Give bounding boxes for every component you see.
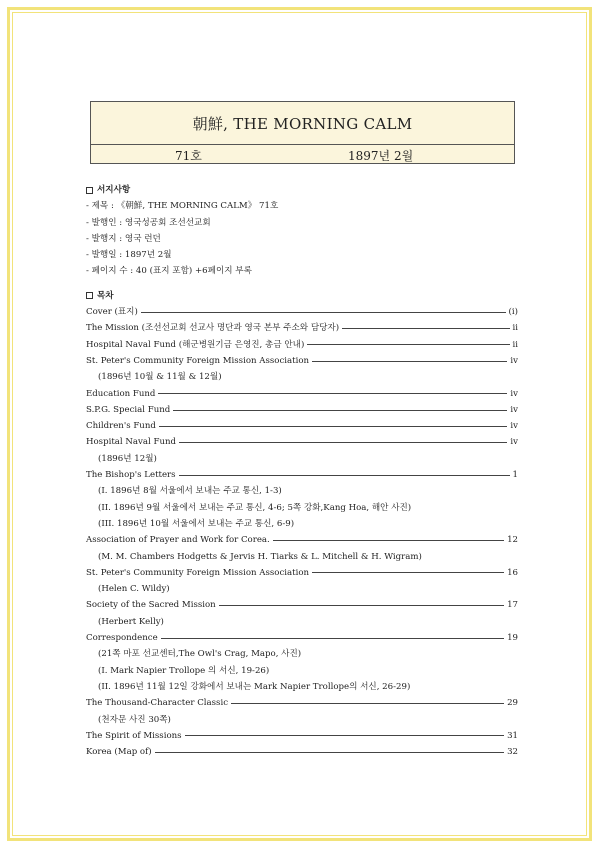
bibliography-item: - 발행인 : 영국성공회 조선선교회 xyxy=(86,217,211,228)
toc-entry-page: iv xyxy=(510,437,518,448)
toc-entry xyxy=(86,532,518,548)
toc-entry-title: Hospital Naval Fund xyxy=(86,437,177,448)
toc-entry-page: 31 xyxy=(507,730,518,741)
toc-entry-page: iv xyxy=(510,421,518,432)
checkbox-icon xyxy=(86,187,93,194)
toc-entry xyxy=(86,353,518,369)
toc-entry-title: S.P.G. Special Fund xyxy=(86,404,171,415)
toc-entry-note: (II. 1896년 9월 서울에서 보내는 주교 통신, 4-6; 5쪽 강화,Kang Hoa, 해안 사진) xyxy=(98,502,412,513)
toc-entry-title: Education Fund xyxy=(86,388,156,399)
toc-entry-note: (천자문 사진 30쪽) xyxy=(98,714,171,725)
toc-entry xyxy=(86,597,518,613)
toc-entry-page: iv xyxy=(510,404,518,415)
toc-entry xyxy=(86,418,518,434)
toc-entry-title: St. Peter's Community Foreign Mission Association xyxy=(86,355,310,366)
toc-entry-title: The Mission (조선선교회 선교사 명단과 영국 본부 주소와 담당자) xyxy=(86,323,340,334)
toc-entry-note: (I. Mark Napier Trollope 의 서신, 19-26) xyxy=(98,665,270,676)
bibliography-item: - 제목 : 《朝鮮, THE MORNING CALM》 71호 xyxy=(86,201,279,212)
toc-entry-note: (21쪽 마포 선교센터,The Owl's Crag, Mapo, 사진) xyxy=(98,649,302,660)
toc-entry-page: (i) xyxy=(508,307,518,318)
toc-entry-page: iv xyxy=(510,355,518,366)
toc-entry-note: (Helen C. Wildy) xyxy=(98,584,170,595)
toc-leader-line xyxy=(231,703,504,704)
toc-entry-title: St. Peter's Community Foreign Mission Association xyxy=(86,567,310,578)
toc-entry-page: ii xyxy=(512,339,518,350)
toc-leader-line xyxy=(141,312,506,313)
toc-entry-page: 16 xyxy=(507,567,518,578)
issue-number: 71호 xyxy=(175,149,202,163)
toc-entry-title: The Thousand-Character Classic xyxy=(86,698,229,709)
issue-row xyxy=(91,145,514,164)
toc-leader-line xyxy=(179,475,510,476)
bibliography-heading xyxy=(86,182,518,198)
bibliography-item: - 발행지 : 영국 런던 xyxy=(86,233,161,244)
toc-entry-note: (III. 1896년 10월 서울에서 보내는 주교 통신, 6-9) xyxy=(98,518,295,529)
toc-entry xyxy=(86,695,518,711)
toc-entry-note: (1896년 12월) xyxy=(98,453,157,464)
toc-entry xyxy=(86,386,518,402)
toc-entry-page: iv xyxy=(510,388,518,399)
toc-entry-page: 17 xyxy=(507,600,518,611)
toc-entry xyxy=(86,565,518,581)
toc-entry-title: Correspondence xyxy=(86,633,158,644)
toc-entry-title: Children's Fund xyxy=(86,421,156,432)
bibliography-heading-label: 서지사항 xyxy=(97,185,131,195)
toc-entry xyxy=(86,467,518,483)
toc-leader-line xyxy=(219,605,504,606)
toc-leader-line xyxy=(312,572,504,573)
toc-leader-line xyxy=(161,638,504,639)
issue-date: 1897년 2월 xyxy=(348,149,414,163)
toc-entry-title: Association of Prayer and Work for Corea. xyxy=(86,535,270,546)
toc-leader-line xyxy=(159,426,508,427)
toc-leader-line xyxy=(307,344,509,345)
toc-entry-page: 32 xyxy=(507,747,518,758)
bibliography-list xyxy=(86,198,518,279)
document-body xyxy=(86,182,518,760)
toc-entry xyxy=(86,320,518,336)
toc-entry xyxy=(86,630,518,646)
toc-entry-page: ii xyxy=(512,323,518,334)
checkbox-icon xyxy=(86,292,93,299)
toc-entry-title: Hospital Naval Fund (해군병원기금 은영진, 총금 안내) xyxy=(86,339,305,350)
toc-leader-line xyxy=(155,752,504,753)
bibliography-item: - 페이지 수 : 40 (표지 포함) +6페이지 부록 xyxy=(86,266,252,277)
toc-entry-title: The Bishop's Letters xyxy=(86,470,176,481)
toc-entry xyxy=(86,304,518,320)
toc-entry-title: Society of the Sacred Mission xyxy=(86,600,216,611)
toc-entry-page: 19 xyxy=(507,633,518,644)
toc-entry-title: Cover (표지) xyxy=(86,307,138,318)
toc-entry xyxy=(86,402,518,418)
toc-entry-note: (I. 1896년 8월 서울에서 보내는 주교 통신, 1-3) xyxy=(98,486,282,497)
bibliography-item: - 발행일 : 1897년 2월 xyxy=(86,250,172,261)
toc-leader-line xyxy=(312,361,507,362)
toc-leader-line xyxy=(158,393,507,394)
toc-entry xyxy=(86,337,518,353)
toc-leader-line xyxy=(273,540,504,541)
toc-heading xyxy=(86,288,518,304)
toc-entry xyxy=(86,728,518,744)
title-box xyxy=(90,101,515,164)
toc-entry-page: 29 xyxy=(507,698,518,709)
toc-entry-title: Korea (Map of) xyxy=(86,747,152,758)
toc-entry-note: (Herbert Kelly) xyxy=(98,616,164,627)
toc-entry-note: (1896년 10월 & 11월 & 12월) xyxy=(98,372,222,383)
toc-leader-line xyxy=(342,328,509,329)
document-title: 朝鮮, THE MORNING CALM xyxy=(91,102,514,145)
toc-leader-line xyxy=(173,410,507,411)
toc-leader-line xyxy=(179,442,507,443)
toc-list xyxy=(86,304,518,760)
toc-entry-note: (M. M. Chambers Hodgetts & Jervis H. Tiarks & L. Mitchell & H. Wigram) xyxy=(98,551,422,562)
toc-entry xyxy=(86,434,518,450)
toc-entry-page: 12 xyxy=(507,535,518,546)
toc-heading-label: 목차 xyxy=(97,290,114,301)
toc-entry-page: 1 xyxy=(512,470,518,481)
toc-entry-note: (II. 1896년 11월 12일 강화에서 보내는 Mark Napier Trollope의 서신, 26-29) xyxy=(98,681,411,692)
toc-leader-line xyxy=(185,735,504,736)
toc-entry xyxy=(86,744,518,760)
toc-entry-title: The Spirit of Missions xyxy=(86,730,182,741)
